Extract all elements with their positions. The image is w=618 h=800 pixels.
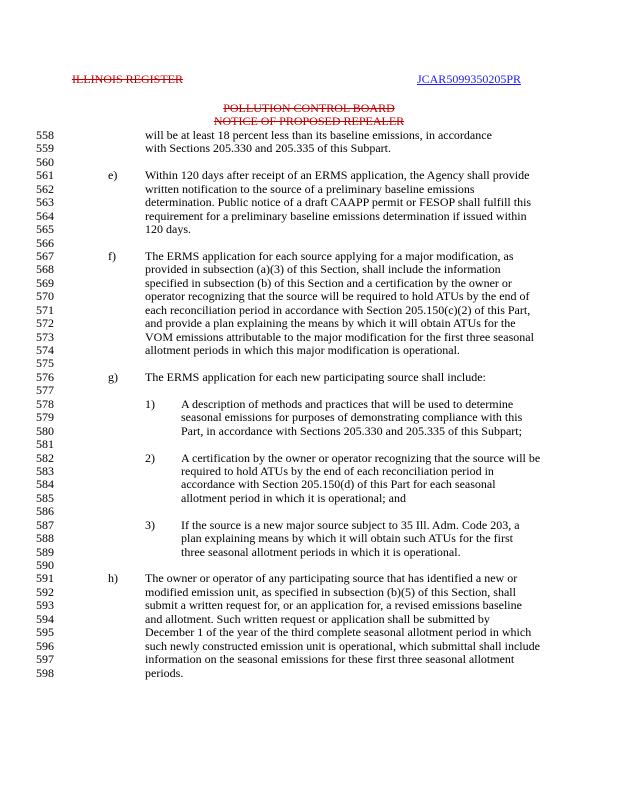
document-line (0, 263, 618, 276)
line-number: 595 (36, 625, 54, 640)
line-number: 597 (36, 652, 54, 667)
line-number: 589 (36, 544, 54, 559)
line-number: 583 (36, 463, 54, 478)
item-text: three seasonal allotment periods in which it is operational. (181, 544, 461, 559)
document-line (0, 277, 618, 290)
document-line (0, 290, 618, 303)
line-number: 574 (36, 343, 54, 357)
line-number: 590 (36, 558, 54, 572)
document-line (0, 452, 618, 465)
document-line (0, 532, 618, 545)
line-number: 563 (36, 195, 54, 210)
line-number: 592 (36, 584, 54, 599)
document-line (0, 357, 618, 370)
document-line (0, 304, 618, 317)
line-number: 561 (36, 168, 54, 183)
line-number: 586 (36, 504, 54, 519)
line-number: 558 (36, 128, 54, 142)
line-text: The ERMS application for each new participating source shall include: (145, 369, 486, 384)
line-number: 572 (36, 316, 54, 331)
line-number: 579 (36, 410, 54, 425)
document-line (0, 599, 618, 612)
line-text: such newly constructed emission unit is operational, which submittal shall include (145, 638, 540, 653)
item-text: Part, in accordance with Sections 205.330 and 205.335 of this Subpart; (181, 423, 522, 438)
line-number: 577 (36, 383, 54, 398)
document-line (0, 613, 618, 626)
document-line (0, 505, 618, 518)
line-text: modified emission unit, as specified in subsection (b)(5) of this Section, shall (145, 584, 516, 599)
document-line (0, 331, 618, 344)
line-text: determination. Public notice of a draft CAAPP permit or FESOP shall fulfill this (145, 195, 532, 210)
line-number: 568 (36, 262, 54, 277)
line-number: 565 (36, 222, 54, 237)
line-number: 596 (36, 638, 54, 653)
line-number: 562 (36, 181, 54, 196)
line-text: periods. (145, 665, 184, 680)
line-number: 578 (36, 396, 54, 411)
document-line (0, 196, 618, 209)
document-line (0, 344, 618, 357)
line-text: provided in subsection (a)(3) of this Section, shall include the information (145, 262, 501, 277)
document-line (0, 626, 618, 639)
line-number: 569 (36, 275, 54, 290)
document-line (0, 546, 618, 559)
line-number: 564 (36, 208, 54, 223)
header-jcar-id[interactable]: JCAR5099350205PR (416, 72, 521, 86)
line-number: 582 (36, 450, 54, 465)
document-line (0, 223, 618, 236)
line-number: 593 (36, 598, 54, 613)
line-text: Within 120 days after receipt of an ERMS application, the Agency shall provide (145, 168, 530, 183)
line-number: 567 (36, 248, 54, 263)
line-text: will be at least 18 percent less than its baseline emissions, in accordance (145, 128, 492, 142)
line-number: 587 (36, 517, 54, 532)
line-text: specified in subsection (b) of this Section and a certification by the owner or (145, 275, 512, 290)
item-label: 2) (145, 450, 155, 465)
item-text: seasonal emissions for purposes of demonstrating compliance with this (181, 410, 523, 425)
line-number: 575 (36, 356, 54, 371)
line-number: 591 (36, 571, 54, 586)
item-text: plan explaining means by which it will obtain such ATUs for the first (181, 531, 513, 546)
item-text: allotment period in which it is operational; and (181, 490, 406, 505)
item-text: required to hold ATUs by the end of each reconciliation period in (181, 463, 494, 478)
document-line (0, 519, 618, 532)
document-line (0, 129, 618, 142)
line-number: 598 (36, 665, 54, 680)
line-text: 120 days. (145, 222, 191, 237)
notice-title: NOTICE OF PROPOSED REPEALER (213, 114, 405, 128)
line-number: 594 (36, 611, 54, 626)
line-text: each reconciliation period in accordance with Section 205.150(c)(2) of this Part, (145, 302, 531, 317)
document-line (0, 465, 618, 478)
item-text: A description of methods and practices that will be used to determine (181, 396, 514, 411)
line-number: 570 (36, 289, 54, 304)
subsection-label: h) (108, 571, 118, 586)
document-line (0, 478, 618, 491)
item-text: If the source is a new major source subject to 35 Ill. Adm. Code 203, a (181, 517, 520, 532)
line-number: 584 (36, 477, 54, 492)
document-line (0, 572, 618, 585)
item-label: 3) (145, 517, 155, 532)
document-body (0, 129, 618, 680)
line-text: and allotment. Such written request or application shall be submitted by (145, 611, 490, 626)
document-line (0, 667, 618, 680)
line-text: allotment periods in which this major modification is operational. (145, 343, 460, 357)
board-title: POLLUTION CONTROL BOARD (223, 101, 395, 115)
line-text: and provide a plan explaining the means by which it will obtain ATUs for the (145, 316, 516, 331)
line-text: information on the seasonal emissions for these first three seasonal allotment (145, 652, 515, 667)
line-text: submit a written request for, or an application for, a revised emissions baseline (145, 598, 522, 613)
line-number: 581 (36, 437, 54, 452)
subsection-label: g) (108, 369, 118, 384)
line-text: December 1 of the year of the third complete seasonal allotment period in which (145, 625, 532, 640)
document-line (0, 425, 618, 438)
document-line (0, 156, 618, 169)
line-text: written notification to the source of a preliminary baseline emissions (145, 181, 475, 196)
line-text: operator recognizing that the source will be required to hold ATUs by the end of (145, 289, 530, 304)
item-text: A certification by the owner or operator recognizing that the source will be (181, 450, 541, 465)
header-register: ILLINOIS REGISTER (72, 72, 183, 86)
document-line (0, 492, 618, 505)
line-number: 571 (36, 302, 54, 317)
document-line (0, 371, 618, 384)
line-number: 588 (36, 531, 54, 546)
document-line (0, 210, 618, 223)
subsection-label: e) (108, 168, 118, 183)
document-line (0, 653, 618, 666)
line-number: 566 (36, 235, 54, 250)
line-text: VOM emissions attributable to the major modification for the first three seasonal (145, 329, 534, 344)
document-line (0, 640, 618, 653)
document-line (0, 183, 618, 196)
document-line (0, 142, 618, 155)
document-line (0, 384, 618, 397)
line-number: 585 (36, 490, 54, 505)
line-text: The ERMS application for each source applying for a major modification, as (145, 248, 514, 263)
document-line (0, 237, 618, 250)
line-text: The owner or operator of any participating source that has identified a new or (145, 571, 518, 586)
document-line (0, 586, 618, 599)
line-text: requirement for a preliminary baseline emissions determination if issued within (145, 208, 527, 223)
line-number: 560 (36, 154, 54, 169)
document-line (0, 559, 618, 572)
line-number: 580 (36, 423, 54, 438)
line-number: 576 (36, 369, 54, 384)
item-label: 1) (145, 396, 155, 411)
document-line (0, 317, 618, 330)
document-line (0, 169, 618, 182)
line-number: 559 (36, 141, 54, 156)
document-line (0, 398, 618, 411)
line-text: with Sections 205.330 and 205.335 of this Subpart. (145, 141, 391, 156)
document-line (0, 411, 618, 424)
subsection-label: f) (108, 248, 116, 263)
document-line (0, 250, 618, 263)
line-number: 573 (36, 329, 54, 344)
document-line (0, 438, 618, 451)
item-text: accordance with Section 205.150(d) of this Part for each seasonal (181, 477, 496, 492)
